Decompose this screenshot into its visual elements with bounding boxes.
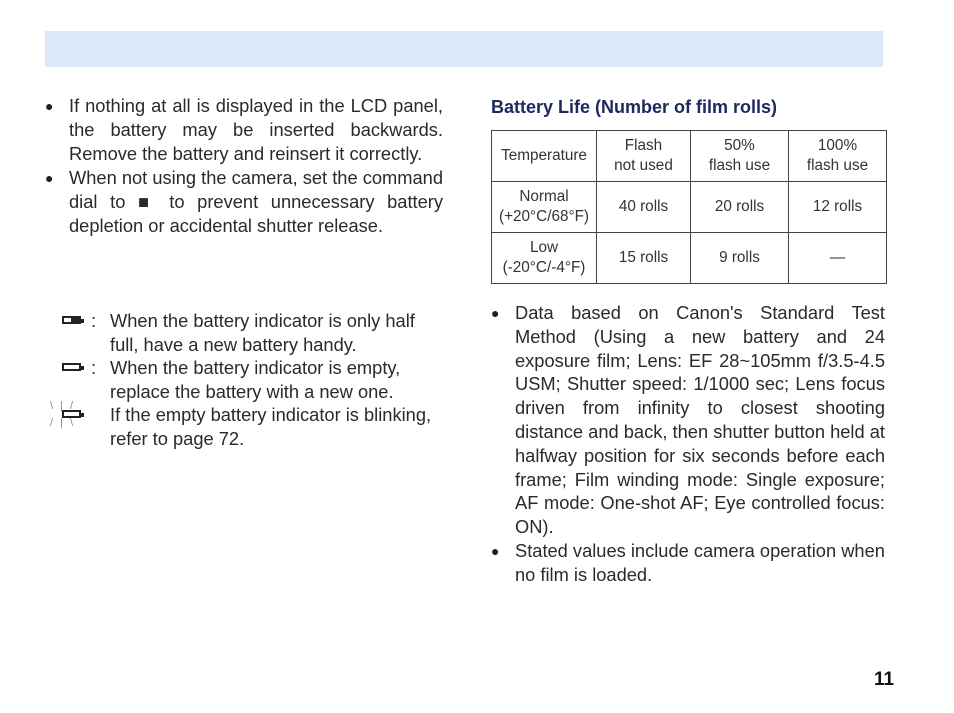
list-item — [491, 539, 885, 587]
battery-empty-icon: : — [58, 356, 110, 379]
bullet-icon: ● — [491, 542, 500, 559]
table-cell: 9 rolls — [690, 233, 788, 284]
table-row — [492, 233, 887, 284]
list-item — [491, 301, 885, 539]
table-cell: 15 rolls — [597, 233, 691, 284]
table-cell: 40 rolls — [597, 182, 691, 233]
page-number: 11 — [874, 669, 895, 690]
note-text: Stated values include camera operation when no film is loaded. — [515, 539, 885, 585]
indicator-text: If the empty battery indicator is blinking, refer to page 72. — [110, 404, 432, 449]
table-header-cell: 100% flash use — [788, 131, 886, 182]
table-cell: Low (-20°C/-4°F) — [492, 233, 597, 284]
indicator-text: When the battery indicator is only half full, have a new battery handy. — [110, 310, 415, 355]
table-row — [492, 182, 887, 233]
table-header-cell: Flash not used — [597, 131, 691, 182]
table-header-row — [492, 131, 887, 182]
bullet-icon: ● — [491, 305, 500, 321]
table-cell: Normal (+20°C/68°F) — [492, 182, 597, 233]
indicator-row — [58, 309, 446, 356]
table-header-cell: Temperature — [492, 131, 597, 182]
bullet-text: When not using the camera, set the command dial to ■ to prevent unnecessary battery depletion or accidental shutter release. — [69, 167, 443, 236]
list-item — [45, 94, 443, 166]
left-column — [45, 94, 443, 238]
indicator-row — [58, 356, 446, 403]
battery-indicator-list — [50, 309, 446, 450]
indicator-row — [50, 400, 446, 450]
table-cell: — — [788, 233, 886, 284]
notes-list — [491, 301, 885, 587]
note-text: Data based on Canon's Standard Test Method (Using a new battery and 24 exposure film; Lens: EF 28~105mm f/3.5-4.5 USM; Shutter speed: 1/1000 sec; Lens focus driven from infinity to closest shooting distance and back, then shutter button held at halfway position for six seconds before each frame; Film winding mode: Single exposure; AF mode: One-shot AF; Eye controlled focus: ON). — [515, 302, 885, 538]
right-column — [491, 96, 886, 284]
header-band — [45, 31, 883, 67]
section-title: Battery Life (Number of film rolls) — [491, 97, 778, 117]
table-header-cell: 50% flash use — [690, 131, 788, 182]
bullet-icon: ● — [45, 98, 54, 114]
list-item — [45, 166, 443, 238]
battery-half-icon: : — [58, 309, 110, 332]
table-cell: 12 rolls — [788, 182, 886, 233]
battery-life-table — [491, 130, 887, 284]
bullet-text: If nothing at all is displayed in the LCD panel, the battery may be inserted backwards. Remove the battery and reinsert it correctly. — [69, 95, 443, 164]
bullet-icon: ● — [45, 170, 54, 186]
battery-blinking-icon: \ | / / | \ — [58, 403, 110, 426]
table-cell: 20 rolls — [690, 182, 788, 233]
indicator-text: When the battery indicator is empty, replace the battery with a new one. — [110, 357, 401, 402]
